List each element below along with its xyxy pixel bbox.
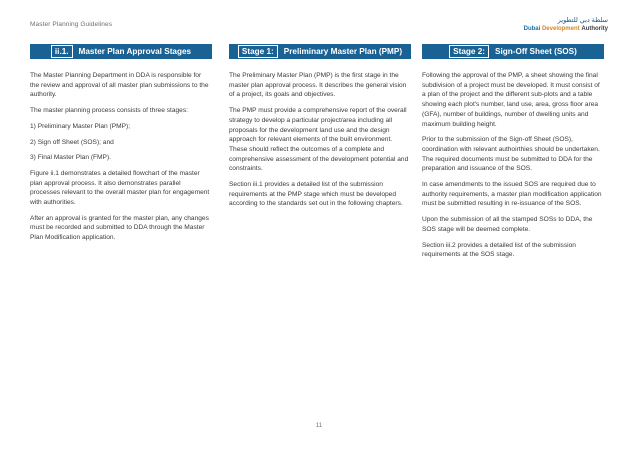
paragraph: The master planning process consists of three stages:	[30, 107, 188, 115]
section-title: Sign-Off Sheet (SOS)	[494, 47, 577, 56]
column-stage-2	[422, 44, 604, 266]
paragraph: The Master Planning Department in DDA is responsible for the review and approval of all master plan submissions to the authority.	[30, 72, 209, 99]
paragraph: After an approval is granted for the master plan, any changes must be recorded and submitted to DDA through the Master Plan Modification application.	[30, 214, 209, 242]
paragraph: Upon the submission of all the stamped SOSs to DDA, the SOS stage will be deemed complete.	[422, 216, 593, 233]
column-approval-stages	[30, 44, 212, 249]
paragraph: Following the approval of the PMP, a sheet showing the final subdivision of a project must be developed. It must consist of a plan of the project and the different sub-plots and a table showing each plot's number, land use, area, gross floor area (GFA), number of buildings, number of dwelling units and maximum building height.	[422, 72, 600, 128]
document-title: Master Planning Guidelines	[30, 21, 113, 28]
logo-arabic-text: سلطة دبي للتطوير	[557, 17, 608, 24]
paragraph: The PMP must provide a comprehensive report of the overall strategy to develop a particular project/area including all proposals for the development land use and the design approach for relevant elements of the built environment. These should reflect the outcomes of a complete and comprehensive assessment of the development potential and constraints.	[229, 107, 409, 173]
section-number: Stage 2:	[449, 45, 489, 58]
paragraph: In case amendments to the issued SOS are required due to authority requirements, a master plan modification application must be submitted resulting in re-issuance of the SOS.	[422, 181, 602, 208]
list-item: 1) Preliminary Master Plan (PMP);	[30, 122, 131, 130]
paragraph: Section iii.2 provides a detailed list of the submission requirements at the SOS stage.	[422, 241, 576, 259]
list-item: 3) Final Master Plan (FMP).	[30, 154, 111, 162]
section-number: ii.1.	[51, 45, 73, 58]
paragraph: Figure ii.1 demonstrates a detailed flowchart of the master plan approval process. It also demonstrates parallel processes relevant to the overall master plan for engagement with authorities.	[30, 169, 210, 207]
page-number: 11	[315, 423, 323, 429]
paragraph: Prior to the submission of the Sign-off Sheet (SOS), coordination with relevant authoirthies should be undertaken. The required documents must be submitted to DDA for the preparation and issuance of the SOS.	[422, 136, 600, 173]
logo-english-text	[518, 25, 608, 33]
section-title: Master Plan Approval Stages	[78, 47, 192, 56]
column-stage-1	[229, 44, 411, 215]
logo-word-dubai: Dubai	[523, 26, 541, 32]
section-heading	[30, 44, 212, 59]
logo-word-development: Development	[541, 26, 580, 32]
section-title: Preliminary Master Plan (PMP)	[283, 47, 403, 56]
section-heading	[229, 44, 411, 59]
list-item: 2) Sign off Sheet (SOS); and	[30, 138, 114, 146]
section-heading	[422, 44, 604, 59]
paragraph: Section iii.1 provides a detailed list of the submission requirements at the PMP stage which must be developed according to the standards set out in the following chapters.	[229, 181, 403, 208]
section-number: Stage 1:	[238, 45, 278, 58]
logo-word-authority: Authority	[581, 26, 608, 32]
paragraph: The Preliminary Master Plan (PMP) is the first stage in the master plan approval process. It describes the general vision of a project, its goals and objectives.	[229, 72, 407, 99]
dda-logo	[518, 17, 608, 33]
